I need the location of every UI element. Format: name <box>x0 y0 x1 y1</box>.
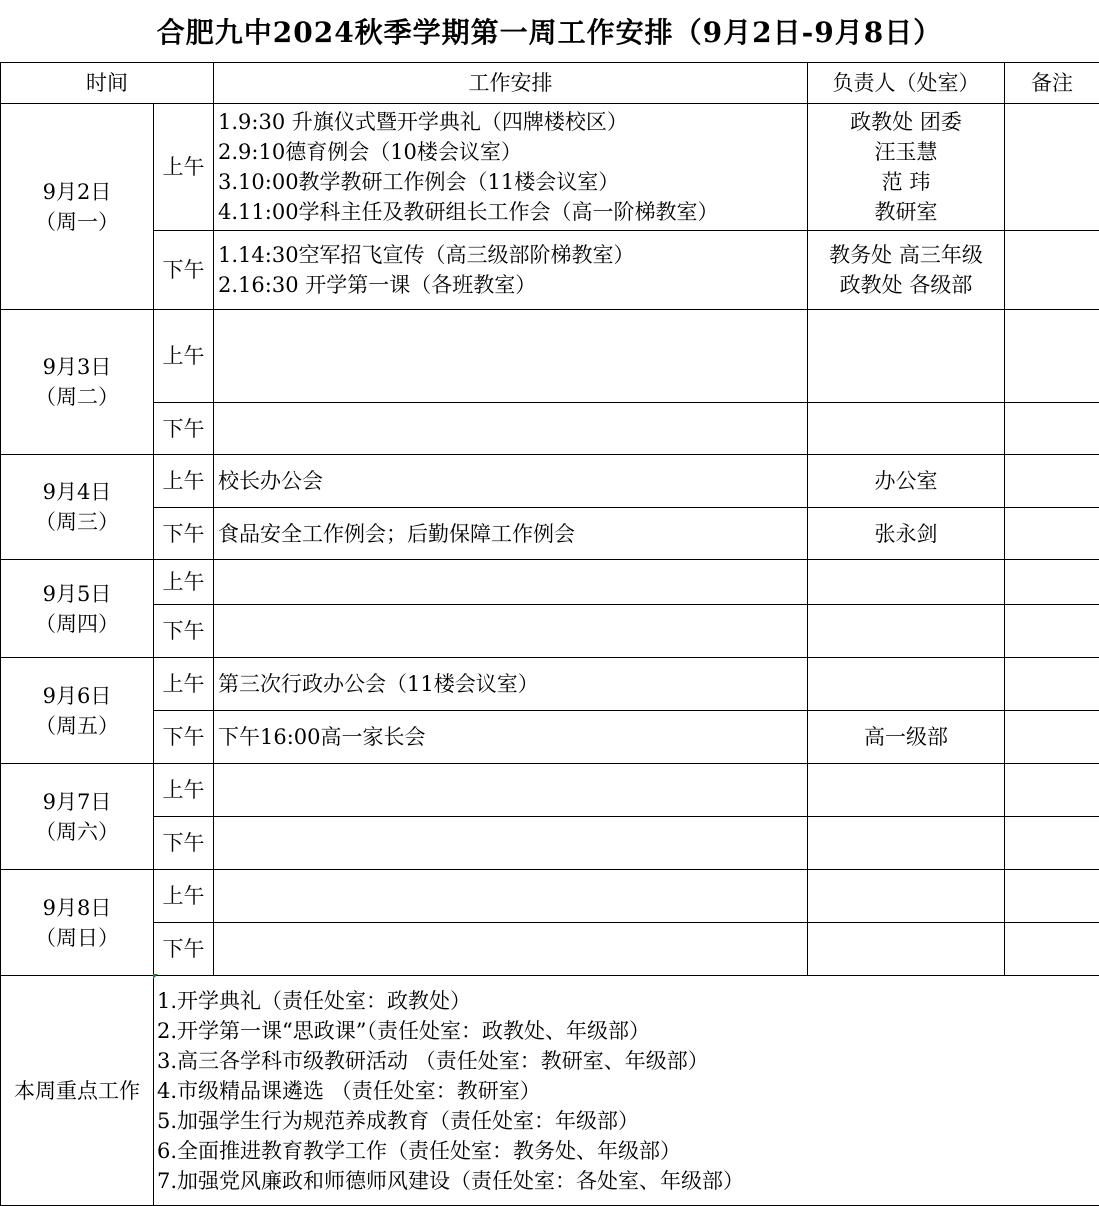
owner-cell <box>808 104 1005 231</box>
work-cell <box>214 231 808 310</box>
key-work-label: 本周重点工作 <box>1 976 154 1206</box>
note-cell <box>1005 658 1099 711</box>
date-cell <box>1 560 154 658</box>
note-cell <box>1005 104 1099 231</box>
period-cell: 上午 <box>154 658 214 711</box>
owner-cell <box>808 817 1005 870</box>
period-cell: 上午 <box>154 310 214 403</box>
owner-item: 政教处 团委 <box>808 107 1004 137</box>
table-row <box>1 605 1099 658</box>
key-work-list <box>154 976 1099 1196</box>
date-cell <box>1 658 154 764</box>
list-item: 3.高三各学科市级教研活动 （责任处室：教研室、年级部） <box>157 1046 1099 1076</box>
owner-cell <box>808 310 1005 403</box>
date-text: 9月7日 <box>1 787 153 817</box>
list-item: 2.开学第一课“思政课”（责任处室：政教处、年级部） <box>157 1016 1099 1046</box>
note-cell <box>1005 403 1099 455</box>
period-cell: 上午 <box>154 560 214 605</box>
owner-item: 办公室 <box>808 466 1004 496</box>
work-item: 4.11:00学科主任及教研组长工作会（高一阶梯教室） <box>218 197 807 227</box>
table-row <box>1 764 1099 817</box>
date-text: 9月5日 <box>1 579 153 609</box>
table-row <box>1 658 1099 711</box>
owner-item: 汪玉慧 <box>808 137 1004 167</box>
header-time: 时间 <box>1 63 214 104</box>
period-cell: 下午 <box>154 231 214 310</box>
weekday-text: （周日） <box>1 923 153 953</box>
owner-cell <box>808 658 1005 711</box>
owner-cell <box>808 403 1005 455</box>
key-work-cell <box>154 976 1099 1206</box>
owner-cell <box>808 605 1005 658</box>
table-row <box>1 870 1099 923</box>
table-row <box>1 817 1099 870</box>
owner-item: 教研室 <box>808 197 1004 227</box>
work-item: 3.10:00教学教研工作例会（11楼会议室） <box>218 167 807 197</box>
period-cell: 上午 <box>154 104 214 231</box>
table-row <box>1 508 1099 560</box>
owner-cell <box>808 870 1005 923</box>
period-cell: 下午 <box>154 605 214 658</box>
period-cell: 下午 <box>154 923 214 976</box>
table-row <box>1 310 1099 403</box>
table-row <box>1 923 1099 976</box>
table-row <box>1 104 1099 231</box>
note-cell <box>1005 764 1099 817</box>
weekday-text: （周三） <box>1 507 153 537</box>
list-item: 7.加强党风廉政和师德师风建设（责任处室：各处室、年级部） <box>157 1166 1099 1196</box>
header-owner: 负责人（处室） <box>808 63 1005 104</box>
period-cell: 上午 <box>154 455 214 508</box>
owner-cell <box>808 711 1005 764</box>
owner-cell <box>808 508 1005 560</box>
work-cell <box>214 455 808 508</box>
owner-cell <box>808 764 1005 817</box>
note-cell <box>1005 508 1099 560</box>
note-cell <box>1005 711 1099 764</box>
header-work: 工作安排 <box>214 63 808 104</box>
note-cell <box>1005 817 1099 870</box>
owner-item: 政教处 各级部 <box>808 270 1004 300</box>
work-cell <box>214 658 808 711</box>
table-row <box>1 231 1099 310</box>
header-row <box>1 63 1099 104</box>
weekday-text: （周六） <box>1 817 153 847</box>
period-cell: 上午 <box>154 870 214 923</box>
weekday-text: （周二） <box>1 382 153 412</box>
work-cell <box>214 403 808 455</box>
note-cell <box>1005 231 1099 310</box>
date-text: 9月8日 <box>1 893 153 923</box>
note-cell <box>1005 560 1099 605</box>
note-cell <box>1005 923 1099 976</box>
table-row <box>1 711 1099 764</box>
work-cell <box>214 508 808 560</box>
work-item: 2.16:30 开学第一课（各班教室） <box>218 270 807 300</box>
period-cell: 下午 <box>154 508 214 560</box>
owner-cell <box>808 560 1005 605</box>
work-cell <box>214 310 808 403</box>
work-cell <box>214 870 808 923</box>
work-item: 1.14:30空军招飞宣传（高三级部阶梯教室） <box>218 240 807 270</box>
note-cell <box>1005 605 1099 658</box>
note-cell <box>1005 455 1099 508</box>
list-item: 1.开学典礼（责任处室：政教处） <box>157 986 1099 1016</box>
owner-cell <box>808 455 1005 508</box>
date-text: 9月3日 <box>1 352 153 382</box>
owner-item: 范 玮 <box>808 167 1004 197</box>
list-item: 6.全面推进教育教学工作（责任处室：教务处、年级部） <box>157 1136 1099 1166</box>
work-cell <box>214 605 808 658</box>
owner-cell <box>808 231 1005 310</box>
note-cell <box>1005 310 1099 403</box>
owner-cell <box>808 923 1005 976</box>
work-cell <box>214 923 808 976</box>
period-cell: 下午 <box>154 817 214 870</box>
period-cell: 上午 <box>154 764 214 817</box>
date-text: 9月2日 <box>1 177 153 207</box>
period-cell: 下午 <box>154 403 214 455</box>
work-item: 第三次行政办公会（11楼会议室） <box>218 669 807 699</box>
cell-marker-icon <box>153 974 158 979</box>
work-item: 校长办公会 <box>218 466 807 496</box>
table-row <box>1 455 1099 508</box>
header-note: 备注 <box>1005 63 1099 104</box>
owner-item: 高一级部 <box>808 722 1004 752</box>
table-row <box>1 403 1099 455</box>
period-cell: 下午 <box>154 711 214 764</box>
weekday-text: （周五） <box>1 711 153 741</box>
weekday-text: （周四） <box>1 609 153 639</box>
schedule-table <box>0 62 1099 1206</box>
work-item: 2.9:10德育例会（10楼会议室） <box>218 137 807 167</box>
work-item: 下午16:00高一家长会 <box>218 722 807 752</box>
date-text: 9月4日 <box>1 477 153 507</box>
list-item: 4.市级精品课遴选 （责任处室：教研室） <box>157 1076 1099 1106</box>
work-item: 食品安全工作例会；后勤保障工作例会 <box>218 519 807 549</box>
date-cell <box>1 764 154 870</box>
date-text: 9月6日 <box>1 681 153 711</box>
note-cell <box>1005 870 1099 923</box>
work-cell <box>214 764 808 817</box>
work-cell <box>214 711 808 764</box>
date-cell <box>1 104 154 310</box>
table-row <box>1 560 1099 605</box>
weekday-text: （周一） <box>1 207 153 237</box>
date-cell <box>1 870 154 976</box>
work-cell <box>214 817 808 870</box>
page-title: 合肥九中2024秋季学期第一周工作安排（9月2日-9月8日） <box>0 0 1099 62</box>
work-item: 1.9:30 升旗仪式暨开学典礼（四牌楼校区） <box>218 107 807 137</box>
date-cell <box>1 455 154 560</box>
work-cell <box>214 560 808 605</box>
owner-item: 教务处 高三年级 <box>808 240 1004 270</box>
owner-item: 张永剑 <box>808 519 1004 549</box>
work-cell <box>214 104 808 231</box>
key-work-row <box>1 976 1099 1206</box>
list-item: 5.加强学生行为规范养成教育（责任处室：年级部） <box>157 1106 1099 1136</box>
date-cell <box>1 310 154 455</box>
